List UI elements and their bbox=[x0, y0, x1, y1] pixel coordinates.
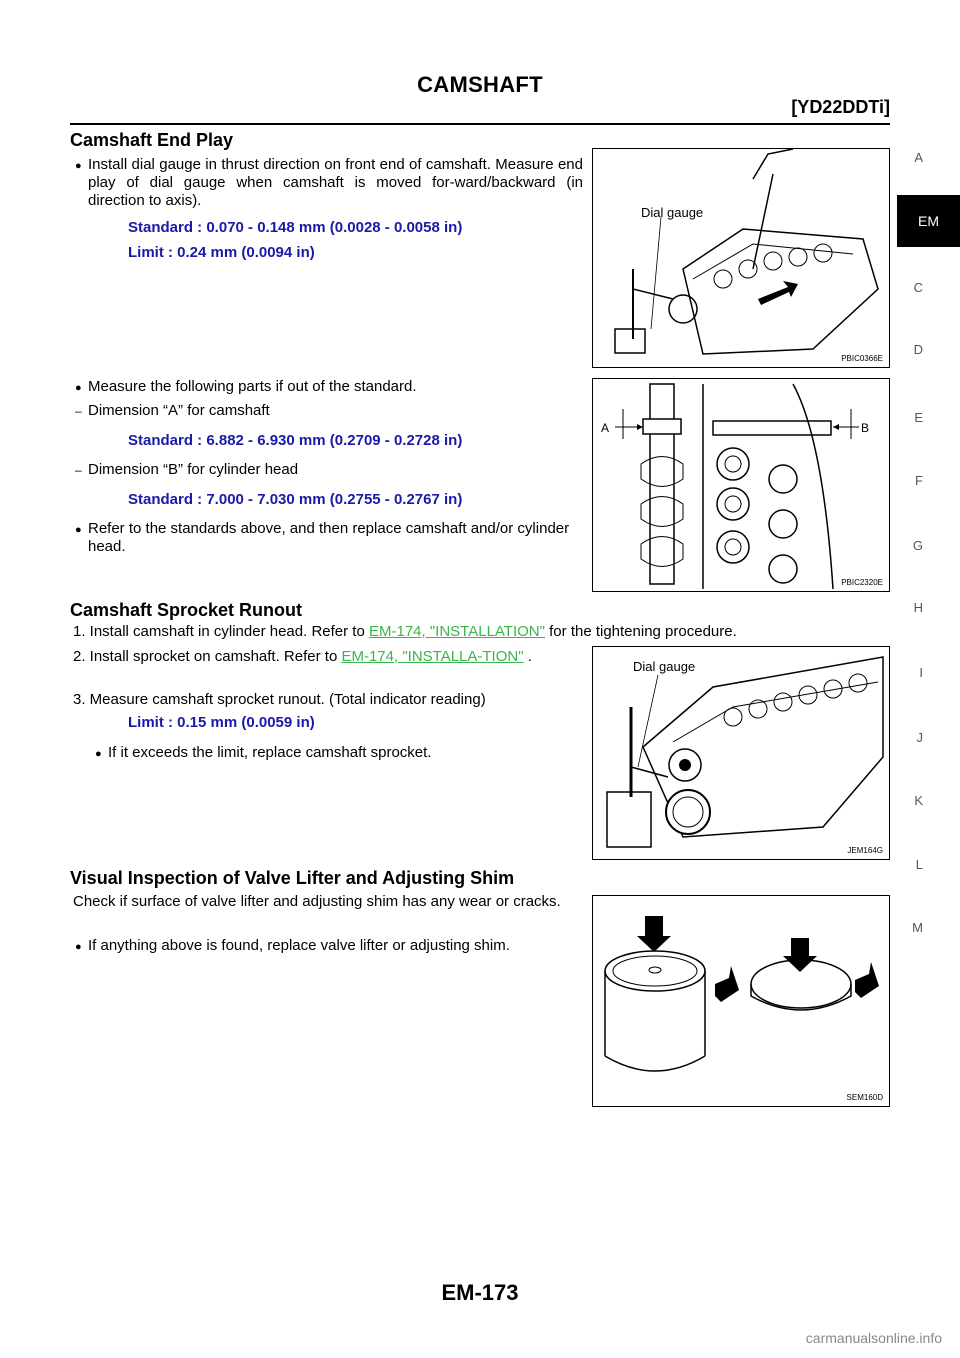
page-title: CAMSHAFT bbox=[417, 72, 543, 97]
sprocket-step-3: 3. Measure camshaft sprocket runout. (Total indicator reading) bbox=[73, 691, 486, 708]
end-play-limit-spec: Limit : 0.24 mm (0.0094 in) bbox=[128, 244, 315, 261]
cylinder-head-illustration-1 bbox=[593, 149, 889, 367]
installation-link-2[interactable]: EM-174, "INSTALLA-TION" bbox=[341, 648, 524, 665]
figure-dial-gauge-end-play bbox=[592, 148, 890, 368]
end-play-bullet-3: ● Refer to the standards above, and then replace camshaft and/or cylinder head. bbox=[88, 520, 583, 556]
label-b: B bbox=[861, 421, 870, 435]
lifter-bullet: ● If anything above is found, replace valve lifter or adjusting shim. bbox=[88, 937, 583, 955]
tab-h[interactable]: H bbox=[913, 600, 923, 615]
camshaft-journal-illustration bbox=[593, 379, 889, 591]
installation-link-1[interactable]: EM-174, "INSTALLATION" bbox=[368, 623, 545, 640]
end-play-heading: Camshaft End Play bbox=[70, 130, 234, 150]
dial-gauge-label-2: Dial gauge bbox=[633, 659, 696, 674]
figure-code-1: PBIC0366E bbox=[841, 354, 883, 363]
end-play-standard-spec: Standard : 0.070 - 0.148 mm (0.0028 - 0.0058 in) bbox=[128, 219, 463, 236]
tab-e[interactable]: E bbox=[914, 410, 923, 425]
figure-code-3: JEM164G bbox=[847, 846, 883, 855]
lifter-heading: Visual Inspection of Valve Lifter and Adjusting Shim bbox=[70, 868, 515, 888]
figure-sprocket-runout bbox=[592, 646, 890, 860]
dimension-b-spec: Standard : 7.000 - 7.030 mm (0.2755 - 0.2767 in) bbox=[128, 491, 463, 508]
tab-c[interactable]: C bbox=[913, 280, 923, 295]
dimension-a-spec: Standard : 6.882 - 6.930 mm (0.2709 - 0.2728 in) bbox=[128, 432, 463, 449]
sprocket-bullet: ● If it exceeds the limit, replace camshaft sprocket. bbox=[108, 744, 578, 762]
figure-code-4: SEM160D bbox=[846, 1093, 883, 1102]
sprocket-heading: Camshaft Sprocket Runout bbox=[70, 600, 303, 620]
figure-lifter-shim bbox=[592, 895, 890, 1107]
dial-gauge-label-1: Dial gauge bbox=[641, 205, 704, 220]
sprocket-limit-spec: Limit : 0.15 mm (0.0059 in) bbox=[128, 714, 315, 731]
cylinder-head-illustration-2 bbox=[593, 647, 889, 859]
tab-k[interactable]: K bbox=[914, 793, 923, 808]
page-number: EM-173 bbox=[441, 1280, 519, 1305]
tab-l[interactable]: L bbox=[915, 857, 923, 872]
lifter-and-shim-illustration bbox=[593, 896, 889, 1106]
arrow-down-icon-1 bbox=[637, 916, 671, 952]
engine-model: [YD22DDTi] bbox=[791, 97, 890, 117]
end-play-bullet-1: ● Install dial gauge in thrust direction on front end of camshaft. Measure end play of dial gauge when camshaft is moved for-ward/backward (in direction to axis). bbox=[88, 156, 583, 210]
dimension-a-item: – Dimension “A” for camshaft bbox=[88, 402, 568, 420]
tab-m[interactable]: M bbox=[912, 920, 923, 935]
arrow-side-icon-2 bbox=[855, 962, 879, 998]
figure-code-2: PBIC2320E bbox=[841, 578, 883, 587]
dimension-b-item: – Dimension “B” for cylinder head bbox=[88, 461, 568, 479]
label-a: A bbox=[601, 421, 610, 435]
figure-dimension-a-b bbox=[592, 378, 890, 592]
sprocket-step-2: 2. Install sprocket on camshaft. Refer to EM-174, "INSTALLA-TION" . bbox=[73, 648, 532, 665]
tab-a[interactable]: A bbox=[914, 150, 923, 165]
tab-j[interactable]: J bbox=[916, 730, 923, 745]
end-play-bullet-2: ● Measure the following parts if out of the standard. bbox=[88, 378, 583, 396]
tab-f[interactable]: F bbox=[915, 473, 923, 488]
tab-em[interactable]: EM bbox=[897, 195, 960, 247]
tab-d[interactable]: D bbox=[913, 342, 923, 357]
watermark: carmanualsonline.info bbox=[805, 1330, 942, 1346]
lifter-paragraph: Check if surface of valve lifter and adjusting shim has any wear or cracks. bbox=[73, 893, 561, 910]
header-rule bbox=[70, 123, 890, 125]
arrow-down-icon-2 bbox=[783, 938, 817, 972]
tab-g[interactable]: G bbox=[912, 538, 923, 553]
arrow-side-icon-1 bbox=[715, 966, 739, 1002]
tab-i[interactable]: I bbox=[919, 665, 923, 680]
sprocket-step-1: 1. Install camshaft in cylinder head. Refer to EM-174, "INSTALLATION" for the tightening procedure. bbox=[73, 623, 737, 640]
